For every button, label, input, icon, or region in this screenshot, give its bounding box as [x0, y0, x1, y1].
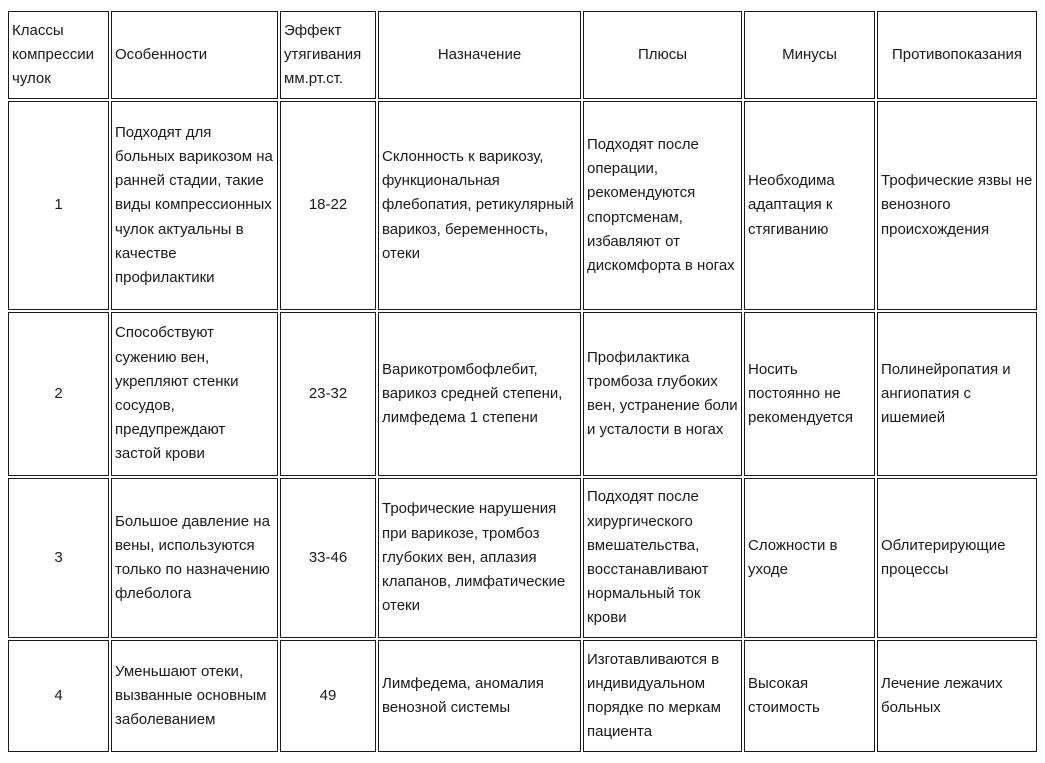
cell-effect: 33-46 [280, 478, 376, 638]
cell-purpose: Трофические нарушения при варикозе, тромбоз глубоких вен, аплазия клапанов, лимфатические отеки [378, 478, 581, 638]
cell-contraindications: Облитерирующие процессы [877, 478, 1037, 638]
header-cons: Минусы [744, 11, 875, 99]
cell-cons: Сложности в уходе [744, 478, 875, 638]
table-row [8, 101, 1037, 310]
cell-features: Подходят для больных варикозом на ранней стадии, такие виды компрессионных чулок актуальны в качестве профилактики [111, 101, 278, 310]
cell-class: 2 [8, 312, 109, 476]
cell-purpose: Склонность к варикозу, функциональная флебопатия, ретикулярный варикоз, беременность, отеки [378, 101, 581, 310]
cell-effect: 49 [280, 640, 376, 752]
table-row [8, 640, 1037, 752]
header-effect-line: мм.рт.ст. [284, 70, 344, 88]
header-effect-line: утягивания [284, 45, 362, 63]
cell-effect: 18-22 [280, 101, 376, 310]
cell-features: Способствуют сужению вен, укрепляют стенки сосудов, предупреждают застой крови [111, 312, 278, 476]
header-class-line: чулок [12, 70, 51, 88]
cell-cons: Необходима адаптация к стягиванию [744, 101, 875, 310]
compression-stockings-table [6, 9, 1039, 754]
header-contraindications: Противопоказания [877, 11, 1037, 99]
cell-pros: Подходят после хирургического вмешательства, восстанавливают нормальный ток крови [583, 478, 742, 638]
header-effect [280, 11, 376, 99]
header-pros: Плюсы [583, 11, 742, 99]
header-class [8, 11, 109, 99]
cell-purpose: Варикотромбофлебит, варикоз средней степени, лимфедема 1 степени [378, 312, 581, 476]
cell-features: Большое давление на вены, используются только по назначению флеболога [111, 478, 278, 638]
cell-features: Уменьшают отеки, вызванные основным заболеванием [111, 640, 278, 752]
header-effect-line: Эффект [284, 21, 342, 39]
cell-pros: Изготавливаются в индивидуальном порядке по меркам пациента [583, 640, 742, 752]
header-class-line: компрессии [12, 45, 94, 63]
table-header-row [8, 11, 1037, 99]
cell-contraindications: Лечение лежачих больных [877, 640, 1037, 752]
table-row [8, 312, 1037, 476]
cell-effect: 23-32 [280, 312, 376, 476]
cell-contraindications: Трофические язвы не венозного происхождения [877, 101, 1037, 310]
cell-cons: Высокая стоимость [744, 640, 875, 752]
cell-contraindications: Полинейропатия и ангиопатия с ишемией [877, 312, 1037, 476]
table-row [8, 478, 1037, 638]
cell-cons: Носить постоянно не рекомендуется [744, 312, 875, 476]
cell-pros: Подходят после операции, рекомендуются спортсменам, избавляют от дискомфорта в ногах [583, 101, 742, 310]
header-features: Особенности [111, 11, 278, 99]
cell-purpose: Лимфедема, аномалия венозной системы [378, 640, 581, 752]
cell-class: 1 [8, 101, 109, 310]
header-class-line: Классы [12, 21, 64, 39]
header-purpose: Назначение [378, 11, 581, 99]
cell-class: 4 [8, 640, 109, 752]
cell-class: 3 [8, 478, 109, 638]
cell-pros: Профилактика тромбоза глубоких вен, устранение боли и усталости в ногах [583, 312, 742, 476]
